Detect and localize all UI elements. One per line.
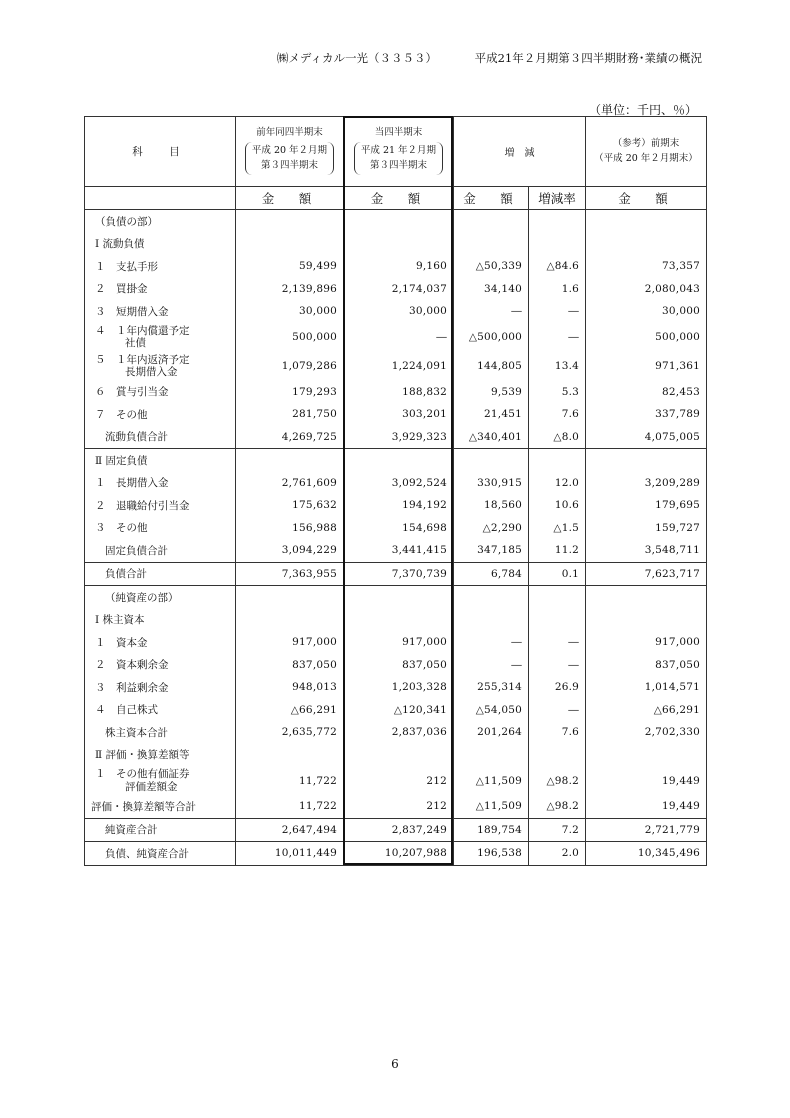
change-amount-cell bbox=[454, 210, 529, 233]
reference-amount-cell bbox=[586, 744, 707, 767]
change-amount-cell: 201,264 bbox=[454, 721, 529, 744]
prev-amount-cell: △66,291 bbox=[236, 699, 344, 722]
table-row bbox=[85, 403, 707, 426]
report-header bbox=[0, 50, 702, 66]
row-label: ２ 買掛金 bbox=[85, 278, 236, 301]
change-rate-cell: 12.0 bbox=[529, 472, 586, 495]
change-rate-header: 増減率 bbox=[529, 187, 586, 210]
prev-amount-cell: 10,011,449 bbox=[236, 842, 344, 866]
change-amount-cell: ― bbox=[454, 300, 529, 323]
change-rate-cell bbox=[529, 210, 586, 233]
prev-amount-cell: 948,013 bbox=[236, 676, 344, 699]
reference-amount-cell: 4,075,005 bbox=[586, 426, 707, 449]
current-amount-cell: 303,201 bbox=[344, 403, 454, 426]
current-amount-cell: 917,000 bbox=[344, 631, 454, 654]
table-row bbox=[85, 233, 707, 256]
reference-amount-cell: 10,345,496 bbox=[586, 842, 707, 866]
change-rate-cell: 0.1 bbox=[529, 562, 586, 586]
prev-amount-cell: 175,632 bbox=[236, 494, 344, 517]
reference-amount-cell: 30,000 bbox=[586, 300, 707, 323]
table-row bbox=[85, 744, 707, 767]
row-label: Ⅱ 評価・換算差額等 bbox=[85, 744, 236, 767]
table-row bbox=[85, 381, 707, 404]
table-row bbox=[85, 818, 707, 842]
table-row bbox=[85, 255, 707, 278]
change-amount-cell: △500,000 bbox=[454, 323, 529, 352]
table-row bbox=[85, 426, 707, 449]
prev-amount-cell: 2,761,609 bbox=[236, 472, 344, 495]
row-label: ６ 賞与引当金 bbox=[85, 381, 236, 404]
reference-amount-cell: 82,453 bbox=[586, 381, 707, 404]
change-amount-cell: 21,451 bbox=[454, 403, 529, 426]
row-label: （負債の部） bbox=[85, 210, 236, 233]
change-rate-cell: △98.2 bbox=[529, 795, 586, 818]
prev-amount-cell: 837,050 bbox=[236, 654, 344, 677]
reference-amount-cell bbox=[586, 449, 707, 472]
reference-amount-cell: 917,000 bbox=[586, 631, 707, 654]
reference-amount-cell: 337,789 bbox=[586, 403, 707, 426]
reference-amount-cell: 7,623,717 bbox=[586, 562, 707, 586]
row-label: １ 資本金 bbox=[85, 631, 236, 654]
prev-amount-cell: 30,000 bbox=[236, 300, 344, 323]
prev-amount-cell: 281,750 bbox=[236, 403, 344, 426]
prev-amount-cell: 179,293 bbox=[236, 381, 344, 404]
change-rate-cell: 26.9 bbox=[529, 676, 586, 699]
row-label: 純資産合計 bbox=[85, 818, 236, 842]
reference-amount-cell bbox=[586, 210, 707, 233]
row-label: 流動負債合計 bbox=[85, 426, 236, 449]
change-amount-cell bbox=[454, 449, 529, 472]
prev-amount-cell: 11,722 bbox=[236, 795, 344, 818]
reference-amount-header: 金 額 bbox=[586, 187, 707, 210]
table-row bbox=[85, 323, 707, 352]
change-rate-cell: 7.6 bbox=[529, 721, 586, 744]
change-amount-cell: △2,290 bbox=[454, 517, 529, 540]
prev-amount-cell: 500,000 bbox=[236, 323, 344, 352]
change-amount-cell: 6,784 bbox=[454, 562, 529, 586]
change-amount-cell: 9,539 bbox=[454, 381, 529, 404]
current-amount-cell: 2,174,037 bbox=[344, 278, 454, 301]
change-amount-cell: 34,140 bbox=[454, 278, 529, 301]
table-row bbox=[85, 517, 707, 540]
prev-amount-cell: 7,363,955 bbox=[236, 562, 344, 586]
prev-amount-cell: 2,647,494 bbox=[236, 818, 344, 842]
balance-sheet-table bbox=[84, 116, 707, 866]
change-amount-cell: 18,560 bbox=[454, 494, 529, 517]
change-rate-cell: 1.6 bbox=[529, 278, 586, 301]
row-label: ３ その他 bbox=[85, 517, 236, 540]
table-row bbox=[85, 795, 707, 818]
change-rate-cell: ― bbox=[529, 631, 586, 654]
row-label: Ⅱ 固定負債 bbox=[85, 449, 236, 472]
table-row bbox=[85, 300, 707, 323]
row-label: ４ 自己株式 bbox=[85, 699, 236, 722]
reference-amount-cell: 837,050 bbox=[586, 654, 707, 677]
change-rate-cell bbox=[529, 744, 586, 767]
prev-amount-cell bbox=[236, 449, 344, 472]
current-amount-cell bbox=[344, 210, 454, 233]
row-label: 負債合計 bbox=[85, 562, 236, 586]
change-amount-cell: 347,185 bbox=[454, 539, 529, 562]
row-label: ７ その他 bbox=[85, 403, 236, 426]
current-amount-cell: 2,837,249 bbox=[344, 818, 454, 842]
current-amount-cell bbox=[344, 233, 454, 256]
reference-amount-cell bbox=[586, 609, 707, 632]
change-rate-cell: ― bbox=[529, 654, 586, 677]
current-amount-cell: 194,192 bbox=[344, 494, 454, 517]
current-amount-cell: 1,224,091 bbox=[344, 352, 454, 381]
row-label: 負債、純資産合計 bbox=[85, 842, 236, 866]
table-row bbox=[85, 539, 707, 562]
report-title: 平成21年２月期第３四半期財務･業績の概況 bbox=[474, 51, 702, 65]
current-amount-cell: 3,092,524 bbox=[344, 472, 454, 495]
change-amount-cell: △11,509 bbox=[454, 795, 529, 818]
change-rate-cell: △1.5 bbox=[529, 517, 586, 540]
reference-amount-cell bbox=[586, 586, 707, 609]
change-amount-cell: △50,339 bbox=[454, 255, 529, 278]
change-amount-cell bbox=[454, 233, 529, 256]
change-rate-cell: 10.6 bbox=[529, 494, 586, 517]
change-rate-cell: ― bbox=[529, 323, 586, 352]
reference-amount-cell: 159,727 bbox=[586, 517, 707, 540]
reference-header: （参考）前期末 （平成 20 年２月期末） bbox=[586, 117, 707, 187]
change-rate-cell: 7.2 bbox=[529, 818, 586, 842]
row-label: Ⅰ 流動負債 bbox=[85, 233, 236, 256]
row-label: １ 支払手形 bbox=[85, 255, 236, 278]
change-amount-cell: ― bbox=[454, 654, 529, 677]
current-amount-cell bbox=[344, 744, 454, 767]
change-amount-cell: △11,509 bbox=[454, 766, 529, 795]
change-rate-cell: 2.0 bbox=[529, 842, 586, 866]
change-amount-cell bbox=[454, 744, 529, 767]
change-rate-cell: ― bbox=[529, 699, 586, 722]
current-amount-cell: ― bbox=[344, 323, 454, 352]
reference-amount-cell: 500,000 bbox=[586, 323, 707, 352]
current-amount-cell: 30,000 bbox=[344, 300, 454, 323]
reference-amount-cell: 3,548,711 bbox=[586, 539, 707, 562]
row-label: １ 長期借入金 bbox=[85, 472, 236, 495]
table-row bbox=[85, 586, 707, 609]
table-row bbox=[85, 472, 707, 495]
page-number: 6 bbox=[391, 1057, 399, 1071]
prev-amount-cell: 2,635,772 bbox=[236, 721, 344, 744]
table-row bbox=[85, 352, 707, 381]
change-rate-cell: 13.4 bbox=[529, 352, 586, 381]
company-name: ㈱メディカル一光（３３５３） bbox=[276, 51, 437, 65]
prev-amount-cell bbox=[236, 233, 344, 256]
reference-amount-cell: △66,291 bbox=[586, 699, 707, 722]
current-amount-cell: 1,203,328 bbox=[344, 676, 454, 699]
row-label: ３ 利益剰余金 bbox=[85, 676, 236, 699]
table-row bbox=[85, 494, 707, 517]
reference-amount-cell: 1,014,571 bbox=[586, 676, 707, 699]
row-label: 評価・換算差額等合計 bbox=[85, 795, 236, 818]
row-label: （純資産の部） bbox=[85, 586, 236, 609]
current-amount-cell bbox=[344, 586, 454, 609]
change-rate-cell bbox=[529, 609, 586, 632]
change-rate-cell: 5.3 bbox=[529, 381, 586, 404]
prev-amount-cell: 1,079,286 bbox=[236, 352, 344, 381]
row-label: ２ 資本剰余金 bbox=[85, 654, 236, 677]
change-amount-cell: △54,050 bbox=[454, 699, 529, 722]
table-row bbox=[85, 210, 707, 233]
reference-amount-cell: 3,209,289 bbox=[586, 472, 707, 495]
current-amount-cell: 2,837,036 bbox=[344, 721, 454, 744]
reference-amount-cell: 971,361 bbox=[586, 352, 707, 381]
prev-amount-cell bbox=[236, 609, 344, 632]
change-amount-cell: △340,401 bbox=[454, 426, 529, 449]
change-amount-cell bbox=[454, 586, 529, 609]
current-amount-cell bbox=[344, 449, 454, 472]
current-amount-cell: 837,050 bbox=[344, 654, 454, 677]
change-rate-cell: △8.0 bbox=[529, 426, 586, 449]
prev-amount-cell bbox=[236, 586, 344, 609]
reference-amount-cell bbox=[586, 233, 707, 256]
subject-header: 科 目 bbox=[85, 117, 236, 187]
reference-amount-cell: 2,721,779 bbox=[586, 818, 707, 842]
prev-amount-cell bbox=[236, 210, 344, 233]
table-row bbox=[85, 609, 707, 632]
table-row bbox=[85, 654, 707, 677]
table-row bbox=[85, 676, 707, 699]
change-amount-cell: 196,538 bbox=[454, 842, 529, 866]
change-rate-cell: 7.6 bbox=[529, 403, 586, 426]
row-label: １ その他有価証券 評価差額金 bbox=[85, 766, 236, 795]
reference-amount-cell: 73,357 bbox=[586, 255, 707, 278]
table-row bbox=[85, 631, 707, 654]
reference-amount-cell: 2,702,330 bbox=[586, 721, 707, 744]
current-amount-cell bbox=[344, 609, 454, 632]
reference-amount-cell: 179,695 bbox=[586, 494, 707, 517]
table-row bbox=[85, 699, 707, 722]
row-label: ５ １年内返済予定 長期借入金 bbox=[85, 352, 236, 381]
prev-amount-cell: 59,499 bbox=[236, 255, 344, 278]
current-amount-cell: 9,160 bbox=[344, 255, 454, 278]
prev-amount-cell: 917,000 bbox=[236, 631, 344, 654]
change-rate-cell: △84.6 bbox=[529, 255, 586, 278]
current-amount-cell: 154,698 bbox=[344, 517, 454, 540]
unit-note: （単位：千円、％） bbox=[588, 103, 697, 117]
row-label: ２ 退職給付引当金 bbox=[85, 494, 236, 517]
prev-amount-header: 金 額 bbox=[236, 187, 344, 210]
prev-amount-cell: 156,988 bbox=[236, 517, 344, 540]
reference-amount-cell: 19,449 bbox=[586, 795, 707, 818]
current-amount-cell: 3,929,323 bbox=[344, 426, 454, 449]
change-rate-cell bbox=[529, 449, 586, 472]
table-row bbox=[85, 721, 707, 744]
table-row bbox=[85, 449, 707, 472]
prev-amount-cell bbox=[236, 744, 344, 767]
change-amount-cell bbox=[454, 609, 529, 632]
table-row bbox=[85, 278, 707, 301]
change-header: 増 減 bbox=[454, 117, 586, 187]
reference-amount-cell: 19,449 bbox=[586, 766, 707, 795]
current-amount-cell: 212 bbox=[344, 766, 454, 795]
reference-amount-cell: 2,080,043 bbox=[586, 278, 707, 301]
prev-amount-cell: 11,722 bbox=[236, 766, 344, 795]
change-amount-header: 金 額 bbox=[454, 187, 529, 210]
current-period-header: 当四半期末 平成 21 年２月期 第３四半期末 bbox=[344, 117, 454, 187]
prev-period-header: 前年同四半期末 平成 20 年２月期 第３四半期末 bbox=[236, 117, 344, 187]
current-amount-cell: 212 bbox=[344, 795, 454, 818]
row-label: ３ 短期借入金 bbox=[85, 300, 236, 323]
row-label: ４ １年内償還予定 社債 bbox=[85, 323, 236, 352]
change-amount-cell: 189,754 bbox=[454, 818, 529, 842]
row-label: 株主資本合計 bbox=[85, 721, 236, 744]
change-amount-cell: 255,314 bbox=[454, 676, 529, 699]
current-amount-cell: 10,207,988 bbox=[344, 842, 454, 866]
change-rate-cell: ― bbox=[529, 300, 586, 323]
current-amount-cell: 3,441,415 bbox=[344, 539, 454, 562]
change-rate-cell bbox=[529, 586, 586, 609]
change-amount-cell: 330,915 bbox=[454, 472, 529, 495]
change-rate-cell: 11.2 bbox=[529, 539, 586, 562]
change-rate-cell: △98.2 bbox=[529, 766, 586, 795]
table-row bbox=[85, 562, 707, 586]
current-amount-cell: 7,370,739 bbox=[344, 562, 454, 586]
row-label: 固定負債合計 bbox=[85, 539, 236, 562]
current-amount-cell: △120,341 bbox=[344, 699, 454, 722]
prev-amount-cell: 3,094,229 bbox=[236, 539, 344, 562]
row-label: Ⅰ 株主資本 bbox=[85, 609, 236, 632]
table-row bbox=[85, 842, 707, 866]
current-amount-cell: 188,832 bbox=[344, 381, 454, 404]
current-amount-header: 金 額 bbox=[344, 187, 454, 210]
prev-amount-cell: 4,269,725 bbox=[236, 426, 344, 449]
table-row bbox=[85, 766, 707, 795]
prev-amount-cell: 2,139,896 bbox=[236, 278, 344, 301]
change-rate-cell bbox=[529, 233, 586, 256]
change-amount-cell: 144,805 bbox=[454, 352, 529, 381]
change-amount-cell: ― bbox=[454, 631, 529, 654]
